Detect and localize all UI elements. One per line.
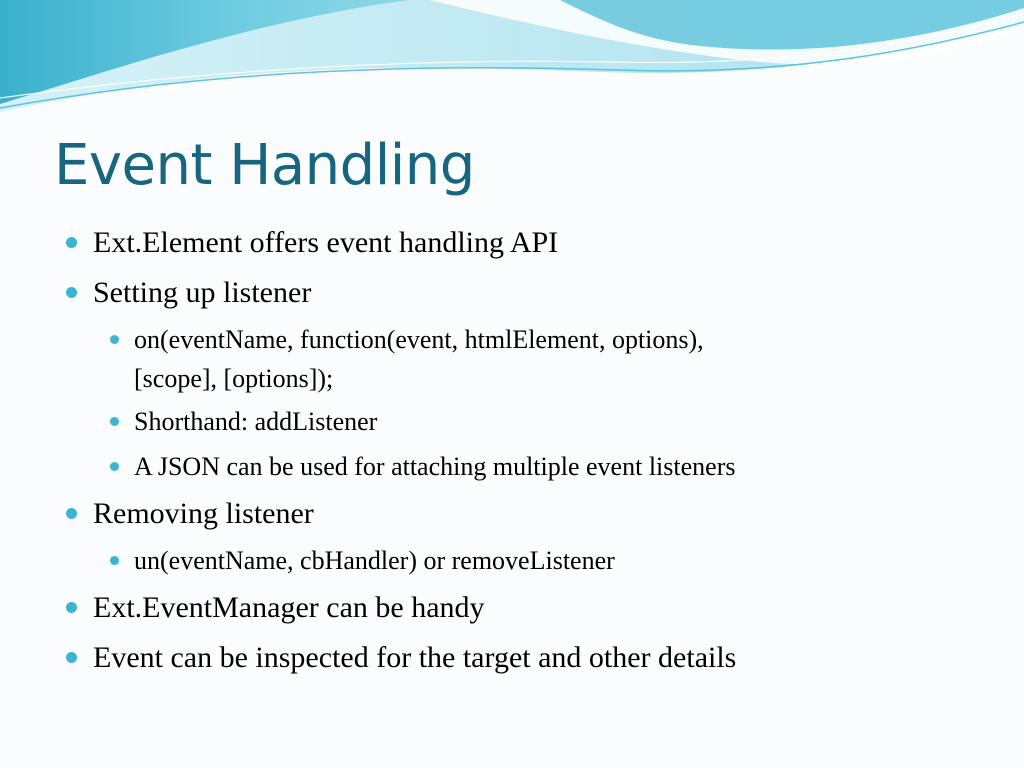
sub-bullet-text: Shorthand: addListener [134,407,378,436]
slide-title: Event Handling [54,133,475,198]
sub-bullet-text: un(eventName, cbHandler) or removeListener [134,546,615,575]
bullet-text: Setting up listener [93,276,312,309]
sub-bullet-item [134,320,704,398]
sub-bullet-item [134,447,735,486]
bullet-dot-icon [66,652,77,663]
bullet-dot-icon [66,602,77,613]
bullet-item [93,640,736,676]
sub-bullet-text: A JSON can be used for attaching multiple event listeners [134,452,736,481]
bullet-dot-icon [110,417,119,426]
header-wave-decoration [0,0,1024,130]
bullet-text: Event can be inspected for the target and other details [93,641,737,674]
sub-bullet-text-line-2: [scope], [options]); [134,364,334,393]
bullet-dot-icon [110,335,119,344]
bullet-text: Removing listener [93,497,314,530]
bullet-dot-icon [110,556,119,565]
bullet-dot-icon [66,237,77,248]
bullet-dot-icon [66,508,77,519]
bullet-item [93,225,558,261]
bullet-text: Ext.Element offers event handling API [93,226,559,259]
sub-bullet-item [134,541,615,580]
bullet-item [93,496,314,532]
sub-bullet-item [134,402,377,441]
bullet-dot-icon [66,287,77,298]
bullet-dot-icon [110,462,119,471]
bullet-item [93,590,485,626]
bullet-item [93,275,311,311]
sub-bullet-text-line-1: on(eventName, function(event, htmlElement, options), [134,325,704,354]
bullet-text: Ext.EventManager can be handy [93,591,485,624]
